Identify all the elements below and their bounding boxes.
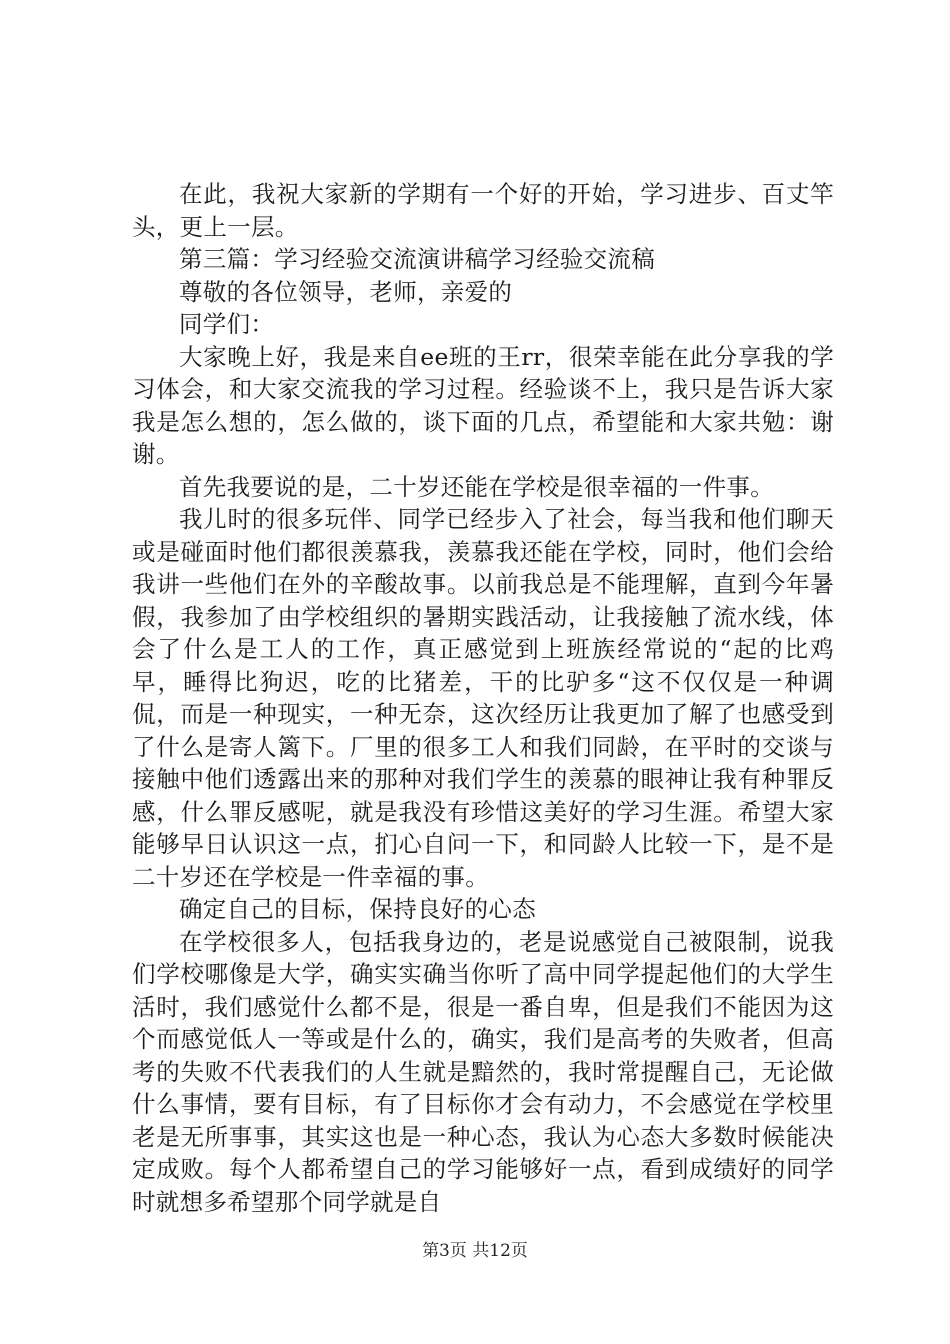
document-body	[132, 178, 834, 1218]
paragraph-greeting: 大家晚上好，我是来自ee班的王rr，很荣幸能在此分享我的学习体会，和大家交流我的学习过程。经验谈不上，我只是告诉大家我是怎么想的，怎么做的，谈下面的几点，希望能和大家共勉：谢谢。	[132, 342, 834, 468]
paragraph-section-heading: 确定自己的目标，保持良好的心态	[179, 895, 536, 923]
page-footer: 第3页 共12页	[422, 1241, 528, 1261]
paragraph-childhood-story: 我儿时的很多玩伴、同学已经步入了社会，每当我和他们聊天或是碰面时他们都很羡慕我，羡慕我还能在学校，同时，他们会给我讲一些他们在外的辛酸故事。以前我总是不能理解，直到今年暑假，我参加了由学校组织的暑期实践活动，让我接触了流水线，体会了什么是工人的工作，真正感觉到上班族经常说的“起的比鸡早，睡得比狗迟，吃的比猪差，干的比驴多“这不仅仅是一种调侃，而是一种现实，一种无奈，这次经历让我更加了解了也感受到了什么是寄人篱下。厂里的很多工人和我们同龄，在平时的交谈与接触中他们透露出来的那种对我们学生的羡慕的眼神让我有种罪反感，什么罪反感呢，就是我没有珍惜这美好的学习生涯。希望大家能够早日认识这一点，扪心自问一下，和同龄人比较一下，是不是二十岁还在学校是一件幸福的事。	[132, 505, 834, 891]
paragraph-salutation: 尊敬的各位领导，老师，亲爱的	[179, 277, 513, 306]
paragraph-first-point: 首先我要说的是，二十岁还能在学校是很幸福的一件事。	[179, 472, 774, 501]
paragraph-closing-wish: 在此，我祝大家新的学期有一个好的开始，学习进步、百丈竿头，更上一层。	[132, 180, 834, 241]
paragraph-salutation-cont: 同学们：	[179, 310, 275, 338]
paragraph-chapter-title: 第三篇：学习经验交流演讲稿学习经验交流稿	[179, 245, 655, 273]
paragraph-mindset: 在学校很多人，包括我身边的，老是说感觉自己被限制，说我们学校哪像是大学，确实实确当你听了高中同学提起他们的大学生活时，我们感觉什么都不是，很是一番自卑，但是我们不能因为这个而感觉低人一等或是什么的，确实，我们是高考的失败者，但高考的失败不代表我们的人生就是黯然的，我时常提醒自己，无论做什么事情，要有目标，有了目标你才会有动力，不会感觉在学校里老是无所事事，其实这也是一种心态，我认为心态大多数时候能决定成败。每个人都希望自己的学习能够好一点，看到成绩好的同学时就想多希望那个同学就是自	[132, 927, 834, 1216]
